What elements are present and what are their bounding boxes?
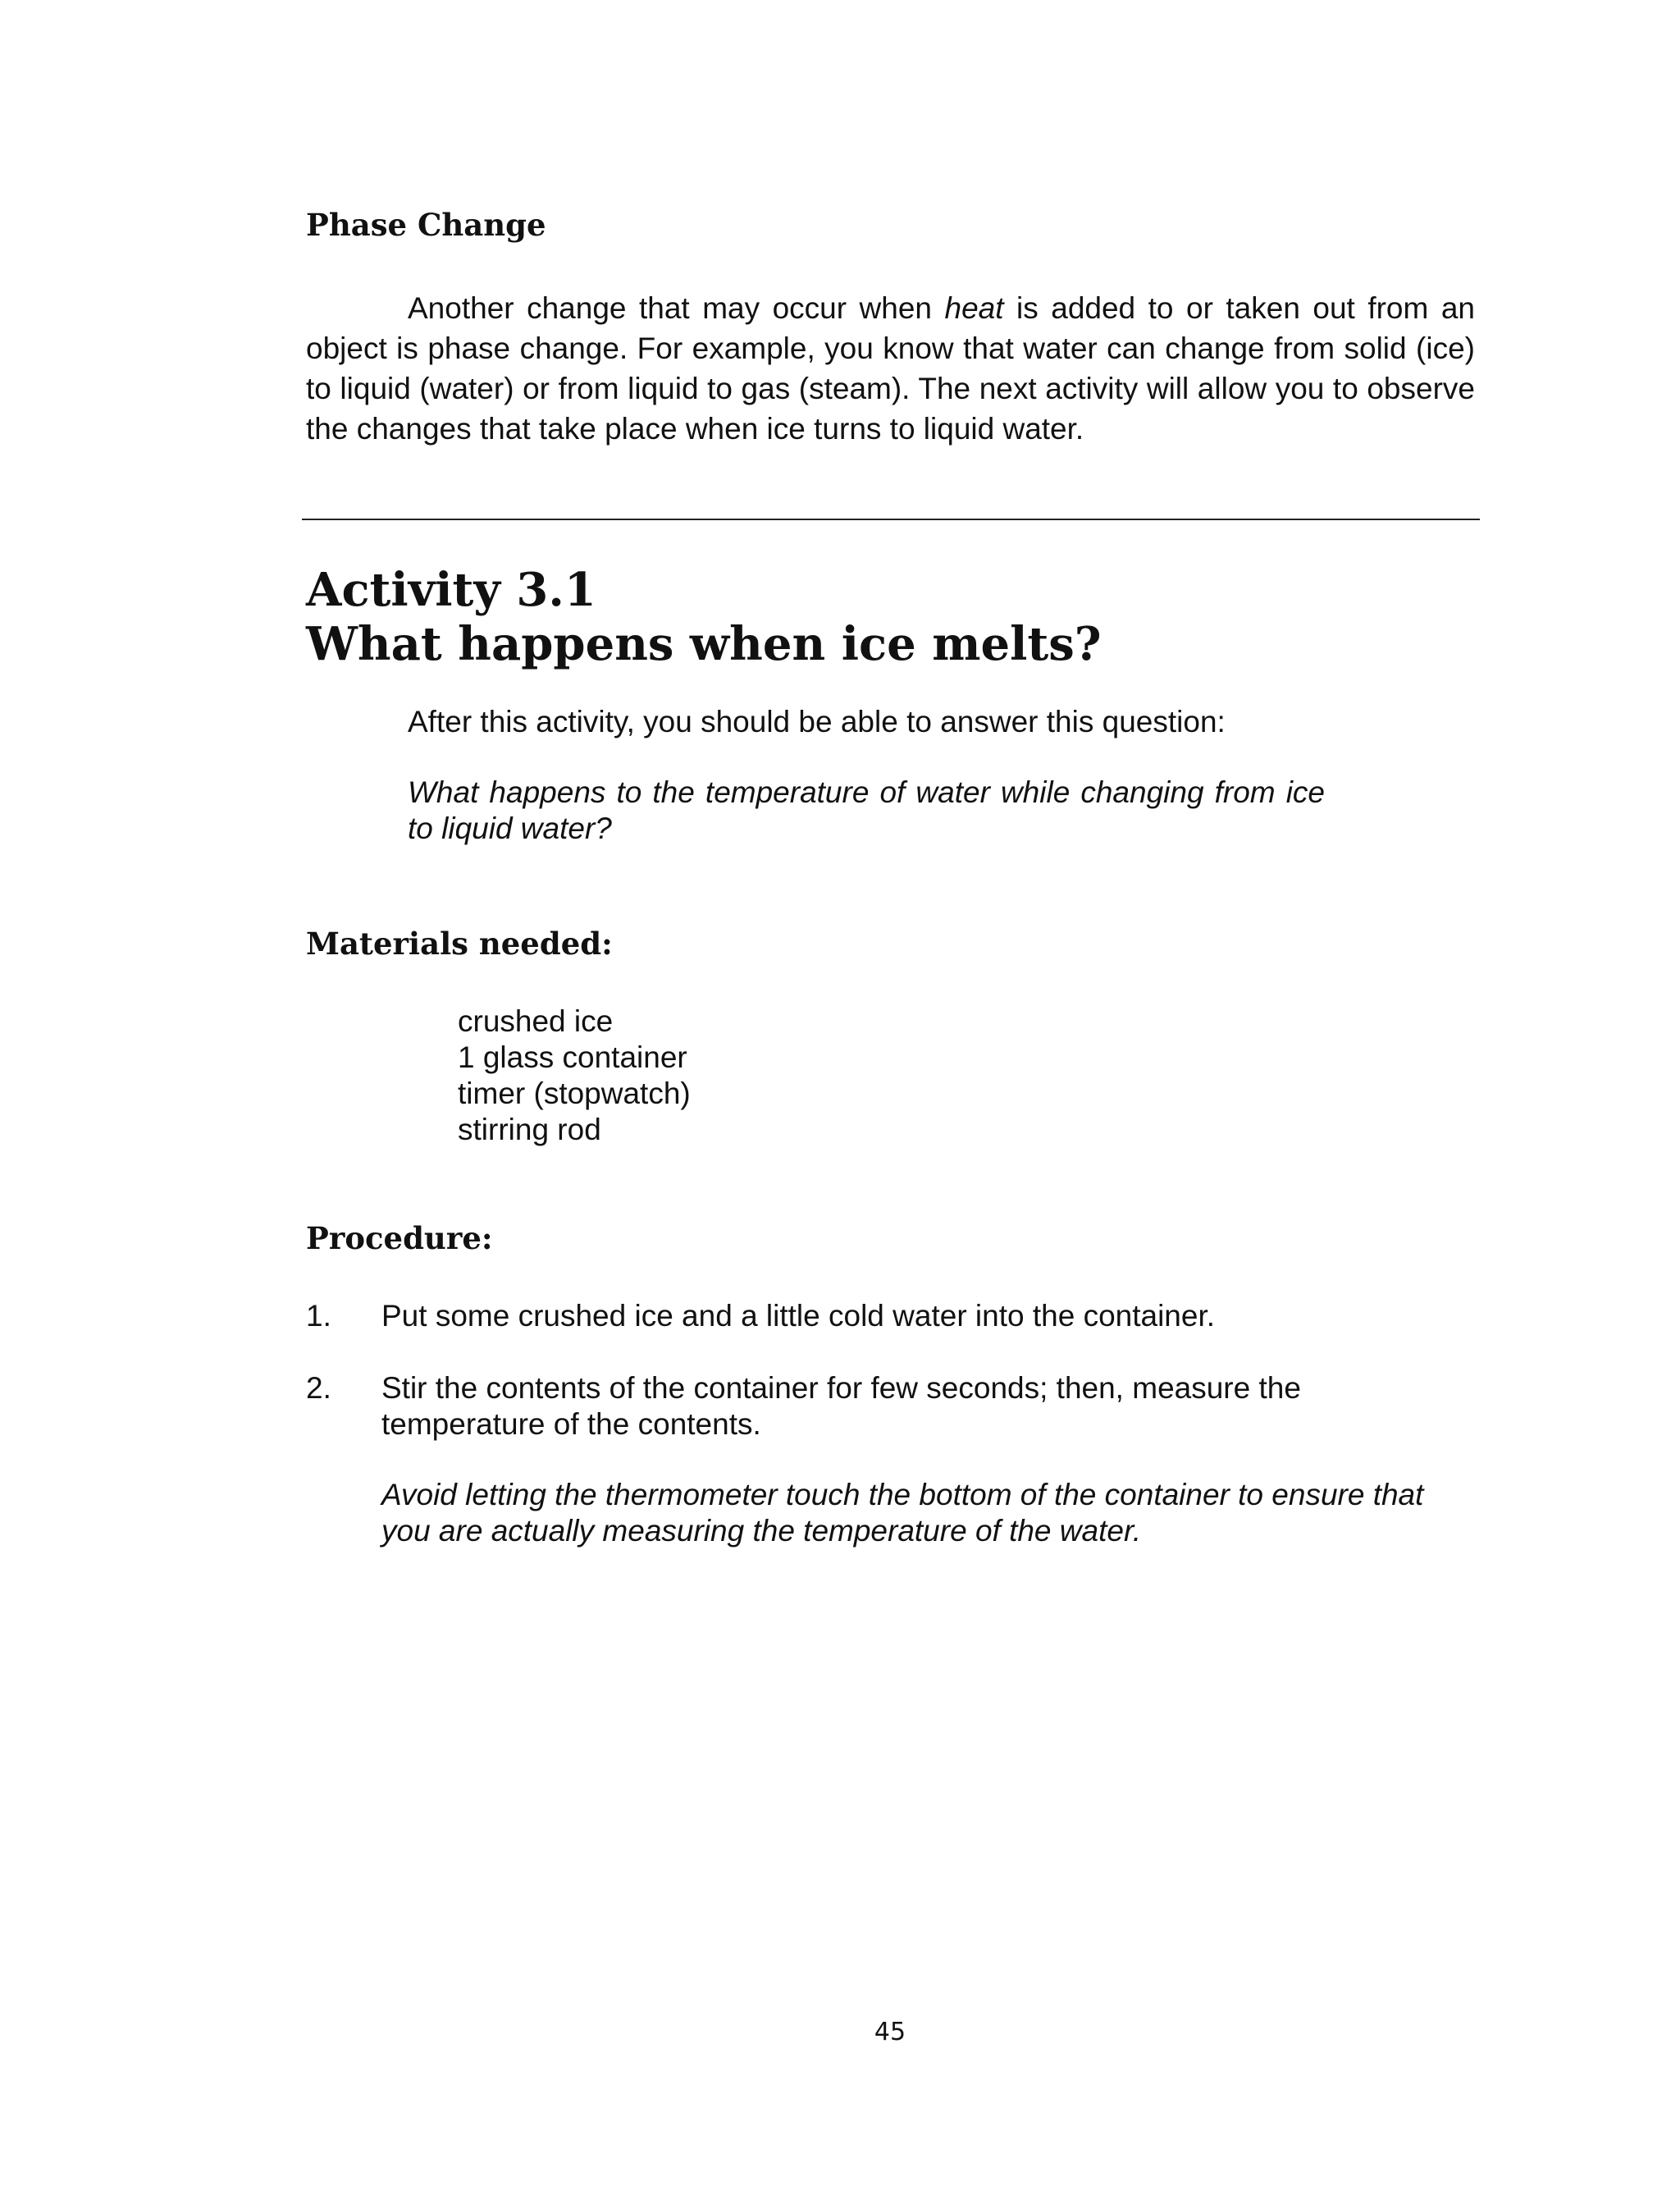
intro-text-emphasis: heat [944,291,1004,325]
materials-item: stirring rod [458,1113,601,1146]
procedure-note: Avoid letting the thermometer touch the bottom of the container to ensure that you are actually measuring the temperature of the water. [381,1478,1424,1548]
intro-paragraph [306,288,1475,449]
step-number: 1. [306,1299,331,1333]
section-divider [302,519,1480,520]
objective-question: What happens to the temperature of water while changing from ice to liquid water? [408,775,1325,845]
materials-item: timer (stopwatch) [458,1077,691,1110]
section-heading-phase-change: Phase Change [306,207,546,243]
activity-title-block [306,563,1102,671]
materials-item: crushed ice [458,1004,614,1038]
section-heading-procedure: Procedure: [306,1220,493,1256]
objective-lead: After this activity, you should be able to answer this question: [408,705,1226,738]
intro-text-start: Another change that may occur when [408,291,945,325]
materials-item: 1 glass container [458,1040,687,1074]
section-heading-materials: Materials needed: [306,926,613,962]
activity-number: Activity 3.1 [306,563,596,617]
step-text: Stir the contents of the container for few seconds; then, measure the temperature of the contents. [381,1371,1301,1441]
activity-title: What happens when ice melts? [306,617,1102,671]
intro-text-end: is added to or taken out from an object is phase change. For example, you know that water can change from solid (ice) to liquid (water) or from liquid to gas (steam). The next activity will allow you to observe the changes that take place when ice turns to liquid water. [306,291,1475,446]
step-number: 2. [306,1371,331,1405]
step-text: Put some crushed ice and a little cold water into the container. [381,1299,1216,1333]
materials-list [458,1004,691,1148]
page-number: 45 [874,2018,906,2046]
